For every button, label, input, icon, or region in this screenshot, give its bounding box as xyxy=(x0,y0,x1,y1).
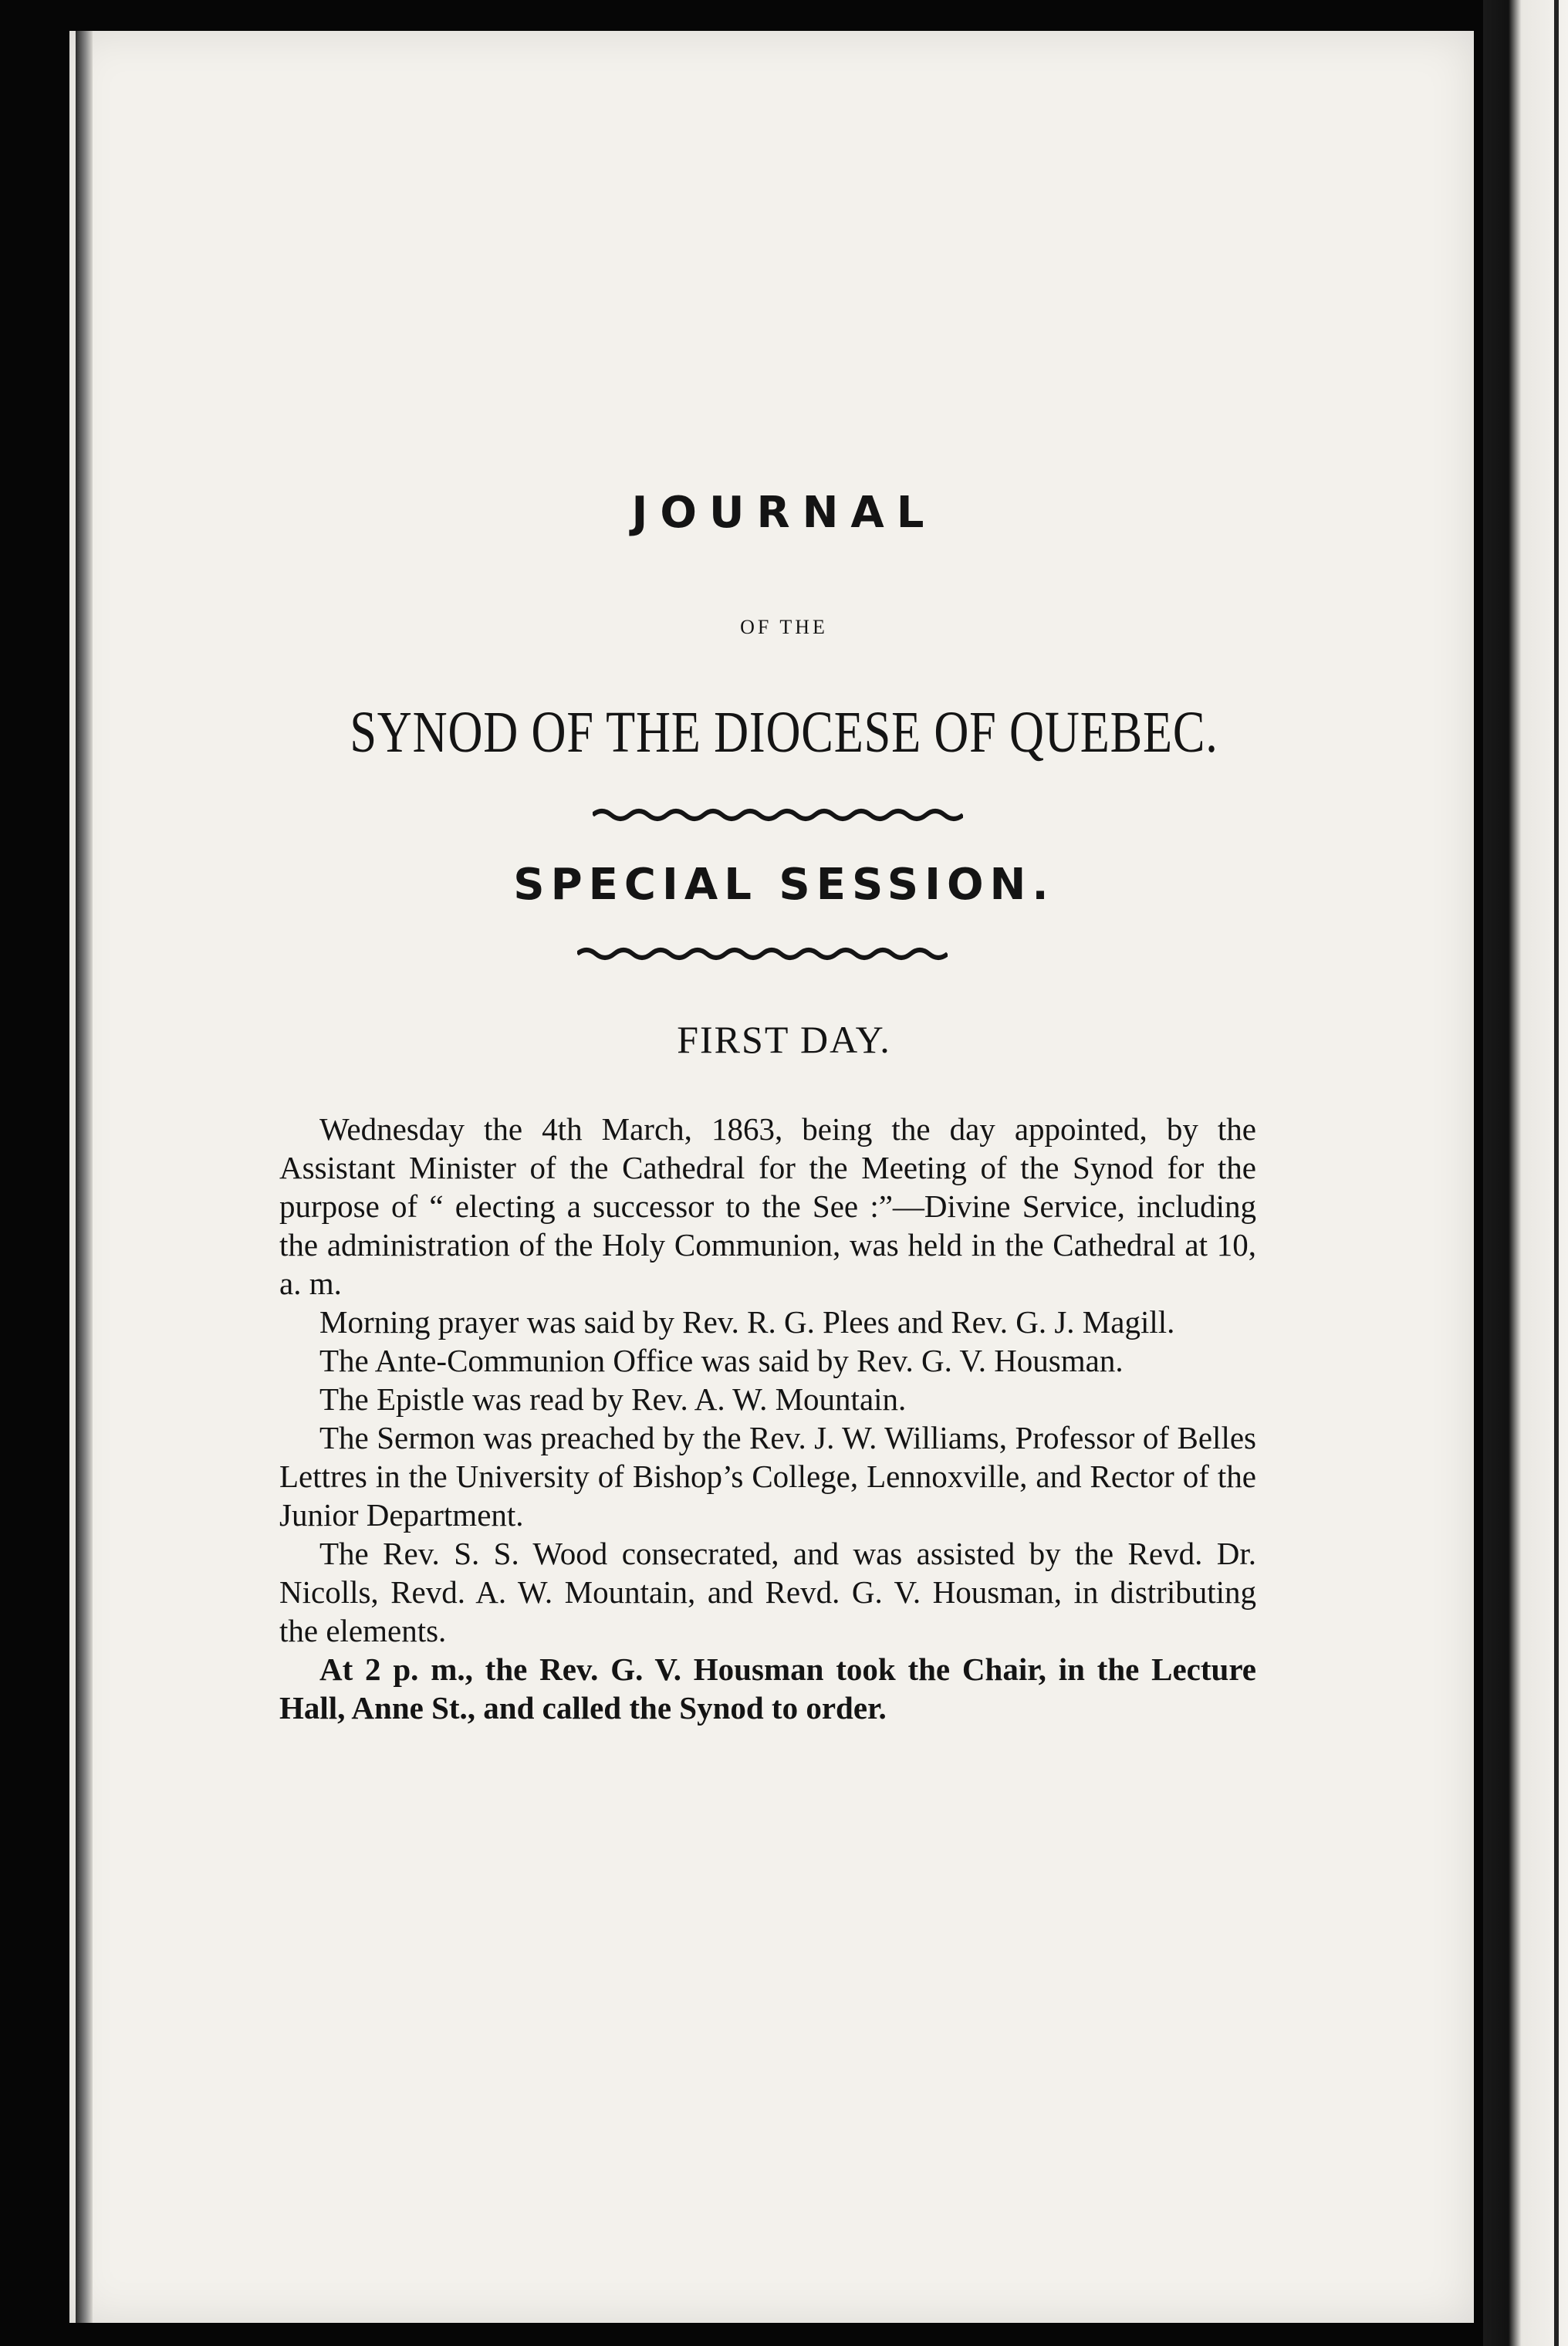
journal-body xyxy=(279,1110,1256,1727)
paragraph-epistle: The Epistle was read by Rev. A. W. Mountain. xyxy=(319,1381,907,1417)
session-heading: SPECIAL SESSION. xyxy=(513,860,1055,910)
paragraph-opening: Wednesday the 4th March, 1863, being the day appointed, by the Assistant Minister of the Cathedral for the Meeting of the Synod for the purpose of “ electing a successor to the See :”—Divine Service, including the administration of the Holy Communion, was held in the Cathedral at 10, a. m. xyxy=(279,1111,1256,1301)
paragraph-morning-prayer: Morning prayer was said by Rev. R. G. Plees and Rev. G. J. Magill. xyxy=(319,1304,1175,1340)
synod-title: SYNOD OF THE DIOCESE OF QUEBEC. xyxy=(350,700,1218,765)
paragraph-call-to-order: At 2 p. m., the Rev. G. V. Housman took the Chair, in the Lecture Hall, Anne St., and called the Synod to order. xyxy=(279,1651,1256,1726)
paragraph-consecration: The Rev. S. S. Wood consecrated, and was assisted by the Revd. Dr. Nicolls, Revd. A. W. Mountain, and Revd. G. V. Housman, in distributing the elements. xyxy=(279,1536,1256,1648)
of-the-line: OF THE xyxy=(740,616,828,638)
ornamental-rule-bottom xyxy=(577,943,948,965)
paragraph-ante-communion: The Ante-Communion Office was said by Rev. G. V. Housman. xyxy=(319,1343,1124,1378)
journal-heading: JOURNAL xyxy=(631,488,937,538)
paragraph-sermon: The Sermon was preached by the Rev. J. W. Williams, Professor of Belles Lettres in the University of Bishop’s College, Lennoxville, and Rector of the Junior Department. xyxy=(279,1420,1256,1533)
day-heading: FIRST DAY. xyxy=(677,1018,891,1061)
ornamental-rule-top xyxy=(593,803,963,824)
